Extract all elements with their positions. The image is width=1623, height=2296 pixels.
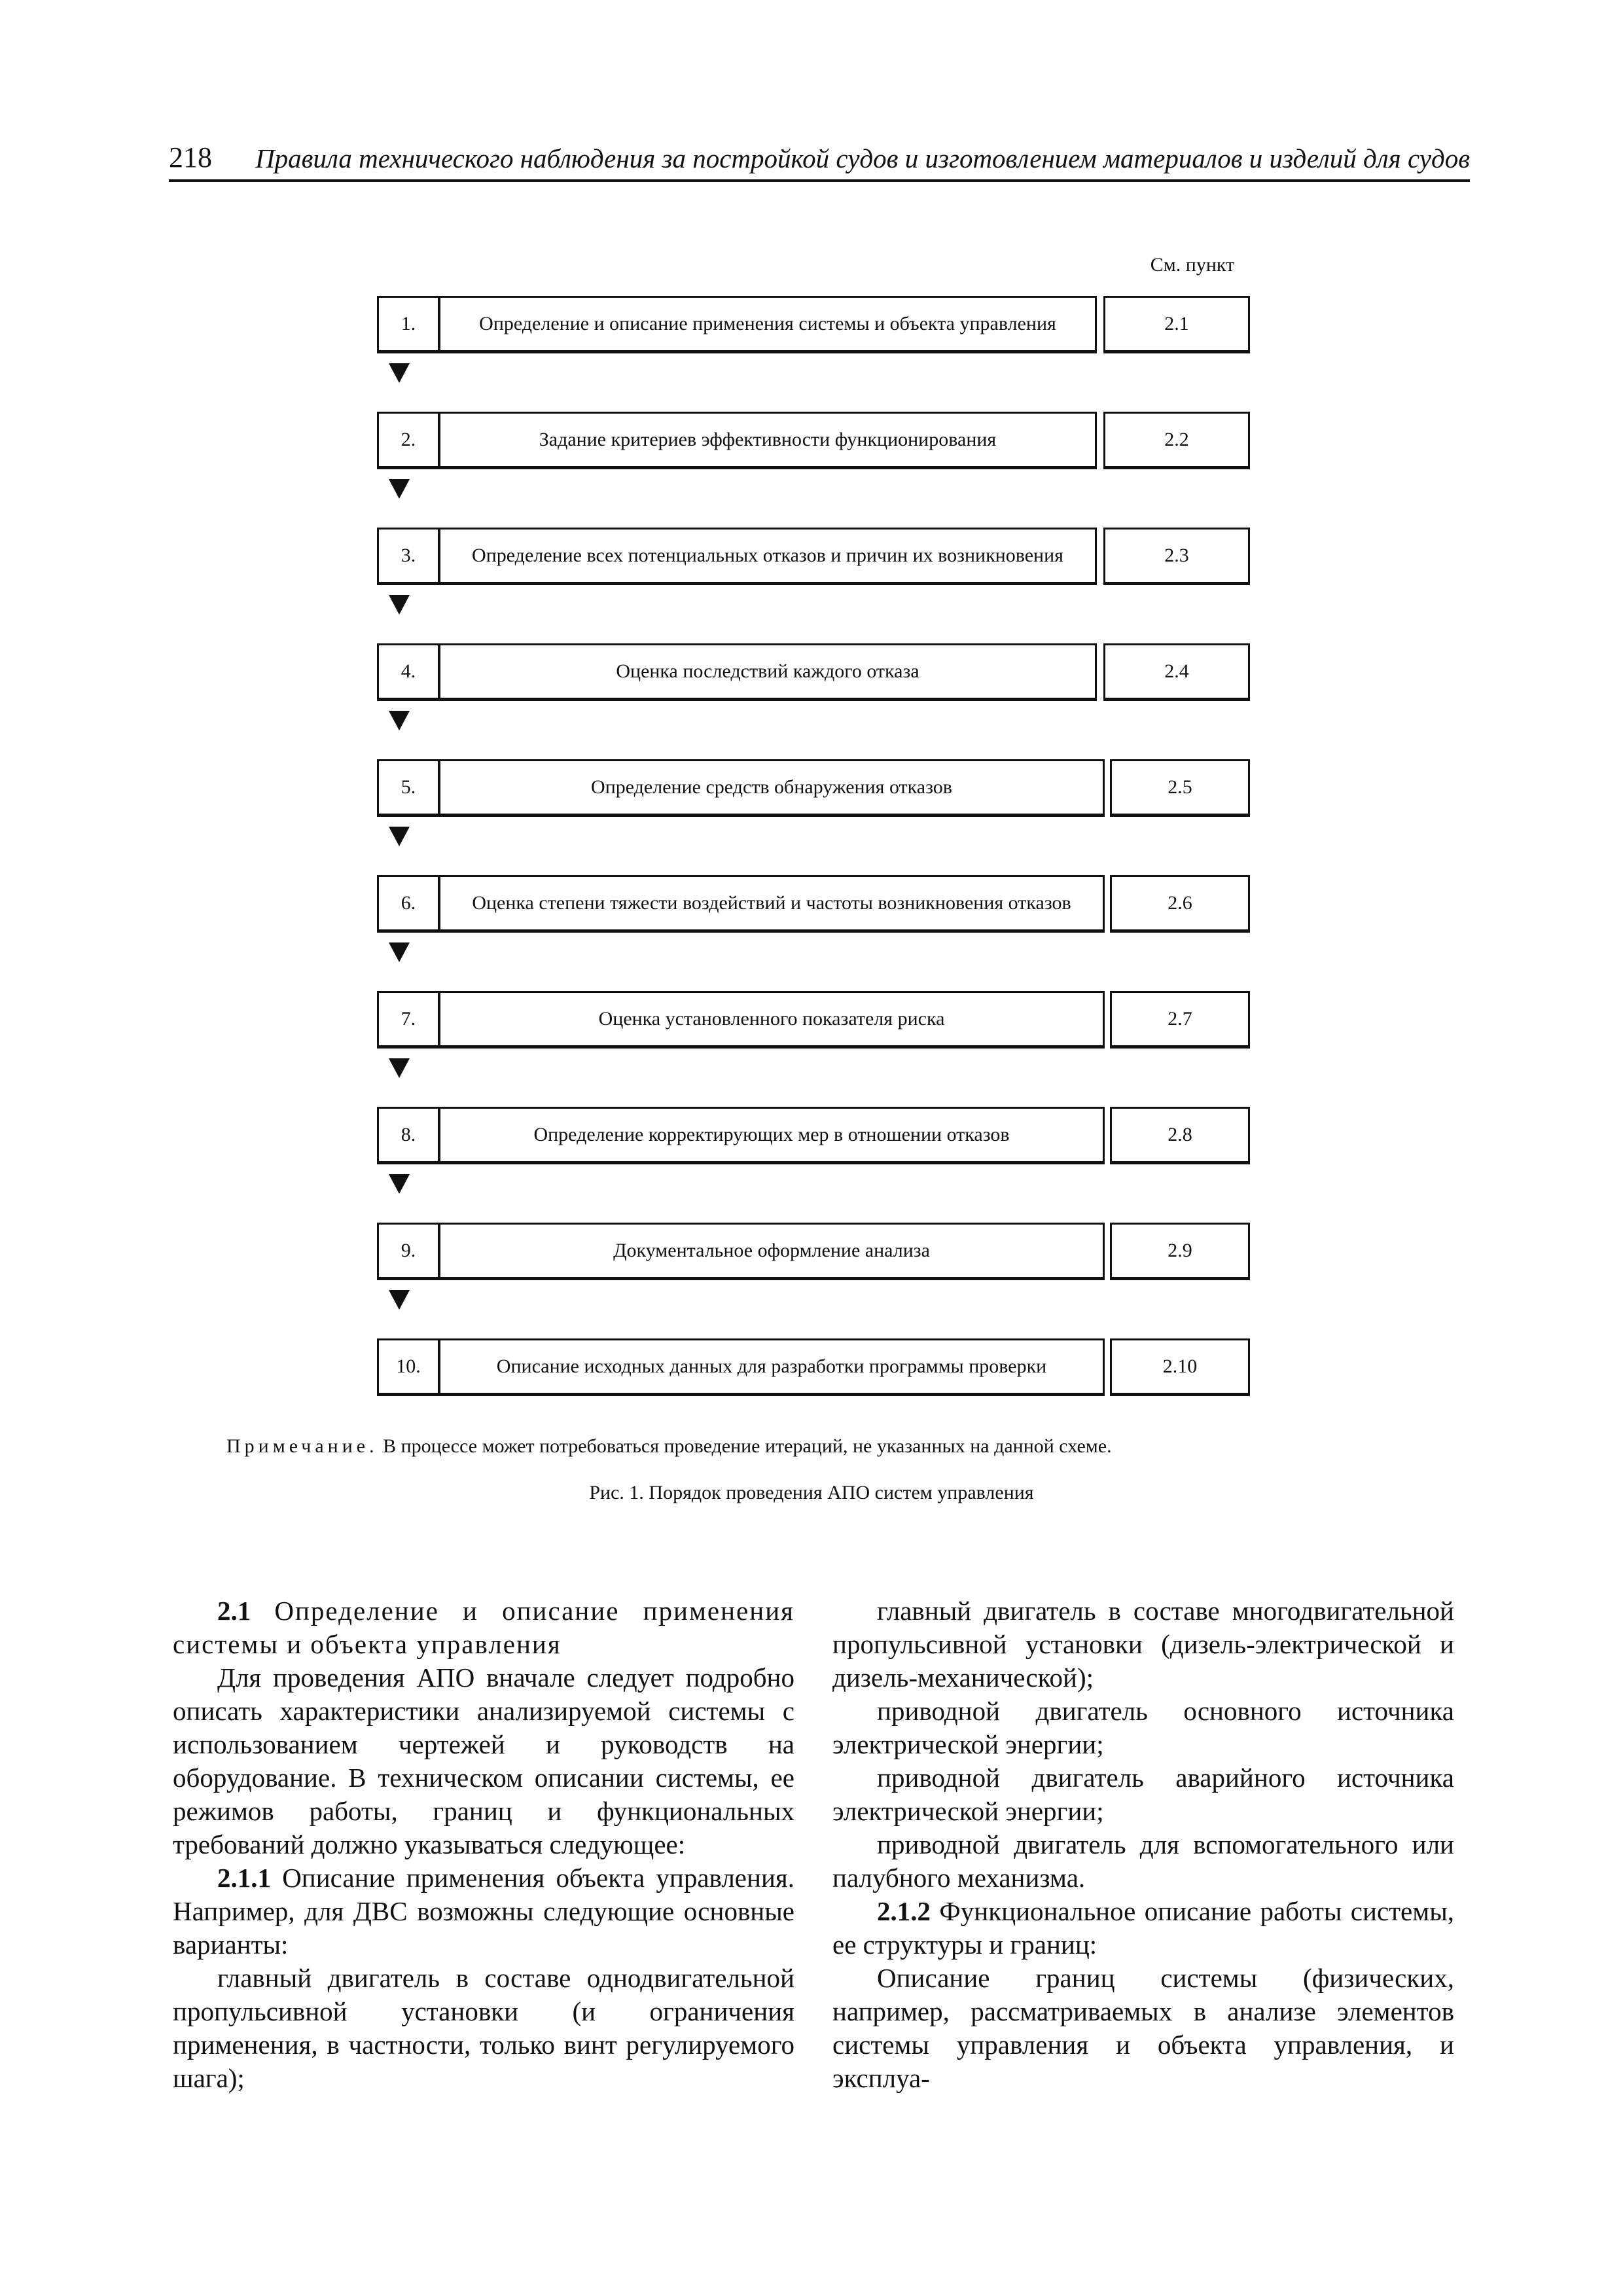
- flowchart-step: [377, 1338, 1250, 1395]
- flowchart-step: [377, 528, 1250, 584]
- down-arrow-icon: [389, 827, 410, 846]
- section-text: Описание применения объекта управления. Например, для ДВС возможны следующие основные варианты:: [173, 1863, 794, 1960]
- step-ref: 2.6: [1110, 875, 1250, 933]
- page-number: 218: [169, 141, 212, 173]
- section-2-1-1: [173, 1861, 794, 1962]
- section-number: 2.1.1: [217, 1863, 271, 1893]
- flowchart-step: [377, 1107, 1250, 1163]
- down-arrow-icon: [389, 1290, 410, 1310]
- step-number: 9.: [377, 1223, 440, 1280]
- section-heading-2-1: [173, 1594, 794, 1661]
- paragraph: приводной двигатель основного источника электрической энергии;: [832, 1696, 1454, 1759]
- step-text: Документальное оформление анализа: [438, 1223, 1105, 1280]
- step-number: 4.: [377, 643, 440, 701]
- step-ref: 2.9: [1110, 1223, 1250, 1280]
- running-title: Правила технического наблюдения за постройкой судов и изготовлением материалов и изделий для судов: [255, 143, 1470, 173]
- paragraph: приводной двигатель аварийного источника электрической энергии;: [832, 1763, 1454, 1826]
- running-header: [169, 140, 1470, 182]
- down-arrow-icon: [389, 595, 410, 615]
- section-number: 2.1.2: [877, 1896, 931, 1926]
- step-number: 2.: [377, 412, 440, 469]
- step-ref: 2.10: [1110, 1338, 1250, 1396]
- flowchart-step: [377, 875, 1250, 931]
- step-ref: 2.1: [1103, 296, 1250, 353]
- section-2-1-2: [832, 1895, 1454, 1962]
- step-text: Оценка последствий каждого отказа: [438, 643, 1097, 701]
- text-column-left: [173, 1594, 794, 2095]
- step-ref: 2.2: [1103, 412, 1250, 469]
- step-text: Описание исходных данных для разработки программы проверки: [438, 1338, 1105, 1396]
- paragraph: приводной двигатель для вспомогательного или палубного механизма.: [832, 1829, 1454, 1893]
- step-number: 5.: [377, 759, 440, 817]
- flowchart-step: [377, 759, 1250, 816]
- figure-note: [226, 1435, 1112, 1458]
- step-text: Задание критериев эффективности функционирования: [438, 412, 1097, 469]
- step-ref: 2.3: [1103, 528, 1250, 585]
- down-arrow-icon: [389, 479, 410, 499]
- section-text: Функциональное описание работы системы, ее структуры и границ:: [832, 1896, 1454, 1960]
- step-text: Определение корректирующих мер в отношении отказов: [438, 1107, 1105, 1164]
- down-arrow-icon: [389, 1174, 410, 1194]
- step-ref: 2.7: [1110, 991, 1250, 1049]
- paragraph: главный двигатель в составе однодвигательной пропульсивной установки (и ограничения применения, в частности, только винт регулируемого шага);: [173, 1963, 794, 2093]
- step-ref: 2.4: [1103, 643, 1250, 701]
- step-number: 6.: [377, 875, 440, 933]
- step-number: 3.: [377, 528, 440, 585]
- flowchart-step: [377, 1223, 1250, 1279]
- down-arrow-icon: [389, 711, 410, 730]
- ref-column-header: См. пункт: [1150, 254, 1235, 276]
- step-text: Оценка установленного показателя риска: [438, 991, 1105, 1049]
- note-label: Примечание.: [226, 1435, 378, 1457]
- figure-caption: Рис. 1. Порядок проведения АПО систем управления: [589, 1482, 1034, 1503]
- step-number: 1.: [377, 296, 440, 353]
- step-ref: 2.8: [1110, 1107, 1250, 1164]
- paragraph: главный двигатель в составе многодвигательной пропульсивной установки (дизель-электрической и дизель-механической);: [832, 1596, 1454, 1693]
- paragraph: Для проведения АПО вначале следует подробно описать характеристики анализируемой системы с использованием чертежей и руководств на оборудование. В техническом описании системы, ее режимов работы, границ и функциональных требований должно указываться следующее:: [173, 1662, 794, 1859]
- flowchart-step: [377, 643, 1250, 700]
- step-text: Оценка степени тяжести воздействий и частоты возникновения отказов: [438, 875, 1105, 933]
- step-ref: 2.5: [1110, 759, 1250, 817]
- down-arrow-icon: [389, 942, 410, 962]
- step-text: Определение средств обнаружения отказов: [438, 759, 1105, 817]
- paragraph: Описание границ системы (физических, например, рассматриваемых в анализе элементов системы управления и объекта управления, и эксплуа-: [832, 1963, 1454, 2093]
- flowchart-step: [377, 991, 1250, 1047]
- flowchart-step: [377, 296, 1250, 352]
- note-text: В процессе может потребоваться проведение итераций, не указанных на данной схеме.: [378, 1435, 1112, 1457]
- step-number: 10.: [377, 1338, 440, 1396]
- section-title: Определение и описание применения системы и объекта управления: [173, 1596, 794, 1659]
- step-text: Определение и описание применения системы и объекта управления: [438, 296, 1097, 353]
- section-number: 2.1: [217, 1596, 251, 1626]
- text-column-right: [832, 1594, 1454, 2095]
- step-number: 7.: [377, 991, 440, 1049]
- down-arrow-icon: [389, 363, 410, 383]
- step-text: Определение всех потенциальных отказов и причин их возникновения: [438, 528, 1097, 585]
- flowchart-step: [377, 412, 1250, 468]
- step-number: 8.: [377, 1107, 440, 1164]
- down-arrow-icon: [389, 1058, 410, 1078]
